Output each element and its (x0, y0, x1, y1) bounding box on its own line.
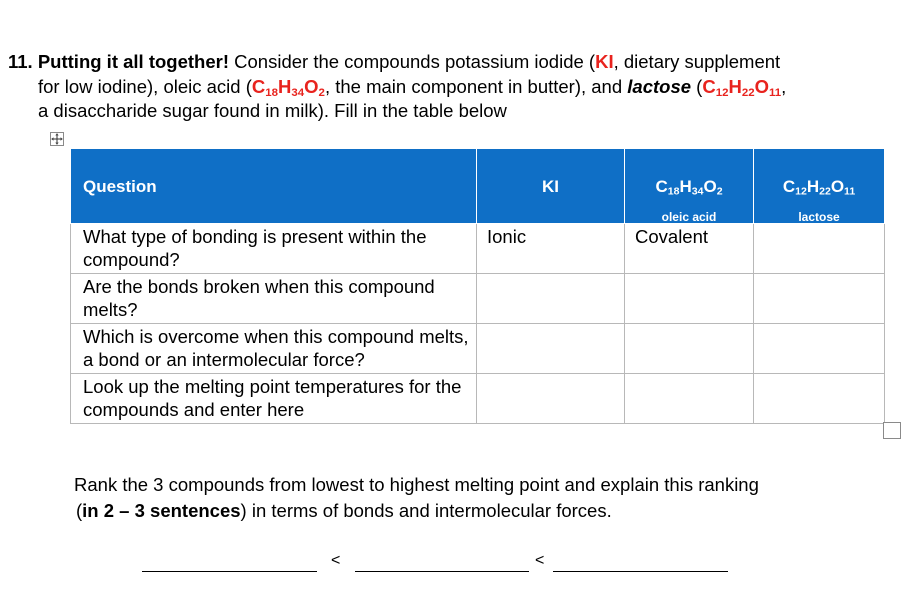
ki-description: , dietary supplement (613, 51, 781, 72)
header-lactose-formula: $C_{12}H_{22}O_{11}$ (782, 177, 856, 198)
table-row (71, 224, 885, 274)
line2-text-d: , (781, 75, 787, 97)
header-lactose-sub: lactose (798, 210, 840, 224)
row-question: Are the bonds broken when this compound melts? (71, 274, 477, 324)
cell-oleic[interactable] (625, 374, 754, 424)
answer-blank-1[interactable] (142, 571, 317, 572)
table-row (71, 324, 885, 374)
question-line-1 (8, 50, 898, 75)
cell-ki[interactable] (477, 324, 625, 374)
table-row (71, 274, 885, 324)
cell-oleic[interactable] (625, 274, 754, 324)
header-oleic-sub: oleic acid (661, 210, 717, 224)
header-lactose (754, 149, 885, 224)
line2-text-b: , the main component in butter), and (324, 75, 628, 97)
question-number: 11. (8, 51, 33, 72)
ranking-prompt (74, 472, 894, 524)
answer-blank-3[interactable] (553, 571, 728, 572)
table-move-handle-icon[interactable] (50, 132, 64, 146)
table-row (71, 374, 885, 424)
header-question: Question (71, 149, 477, 224)
cell-oleic[interactable]: Covalent (625, 224, 754, 274)
lactose-formula: $C_{12}H_{22}O_{11}$ (702, 75, 782, 99)
cell-lactose[interactable] (754, 324, 885, 374)
cell-ki[interactable]: Ionic (477, 224, 625, 274)
ranking-answer-blanks (0, 550, 908, 580)
less-than-sign-2: < (535, 552, 545, 569)
ki-formula: KI (595, 51, 614, 72)
lactose-word: lactose (627, 75, 692, 97)
question-line-2 (8, 75, 898, 100)
less-than-sign-1: < (331, 552, 341, 569)
line2-text-c: ( (691, 75, 703, 97)
compound-table (70, 148, 885, 424)
header-ki: KI (477, 149, 625, 224)
ranking-bold: in 2 – 3 sentences (82, 500, 241, 521)
question-lead: Putting it all together! (37, 51, 229, 72)
cell-ki[interactable] (477, 274, 625, 324)
ranking-line-1: Rank the 3 compounds from lowest to highest melting point and explain this ranking (74, 474, 759, 495)
row-question: What type of bonding is present within the compound? (71, 224, 477, 274)
cell-lactose[interactable] (754, 374, 885, 424)
table-header-row (71, 149, 885, 224)
table-resize-handle[interactable] (883, 422, 901, 439)
cell-lactose[interactable] (754, 274, 885, 324)
question-line-3: a disaccharide sugar found in milk). Fill in the table below (38, 100, 507, 121)
cell-ki[interactable] (477, 374, 625, 424)
answer-blank-2[interactable] (355, 571, 529, 572)
header-oleic-acid (625, 149, 754, 224)
ranking-line-2: (in 2 – 3 sentences) in terms of bonds and intermolecular forces. (76, 500, 612, 521)
row-question: Look up the melting point temperatures for the compounds and enter here (71, 374, 477, 424)
cell-lactose[interactable] (754, 224, 885, 274)
cell-oleic[interactable] (625, 324, 754, 374)
oleic-formula: $C_{18}H_{34}O_2$ (251, 75, 325, 99)
question-intro: Consider the compounds potassium iodide ( (234, 51, 596, 72)
line2-text-a: for low iodine), oleic acid ( (38, 75, 252, 97)
header-oleic-formula: $C_{18}H_{34}O_2$ (655, 177, 723, 198)
question-11 (8, 50, 898, 124)
row-question: Which is overcome when this compound melts, a bond or an intermolecular force? (71, 324, 477, 374)
